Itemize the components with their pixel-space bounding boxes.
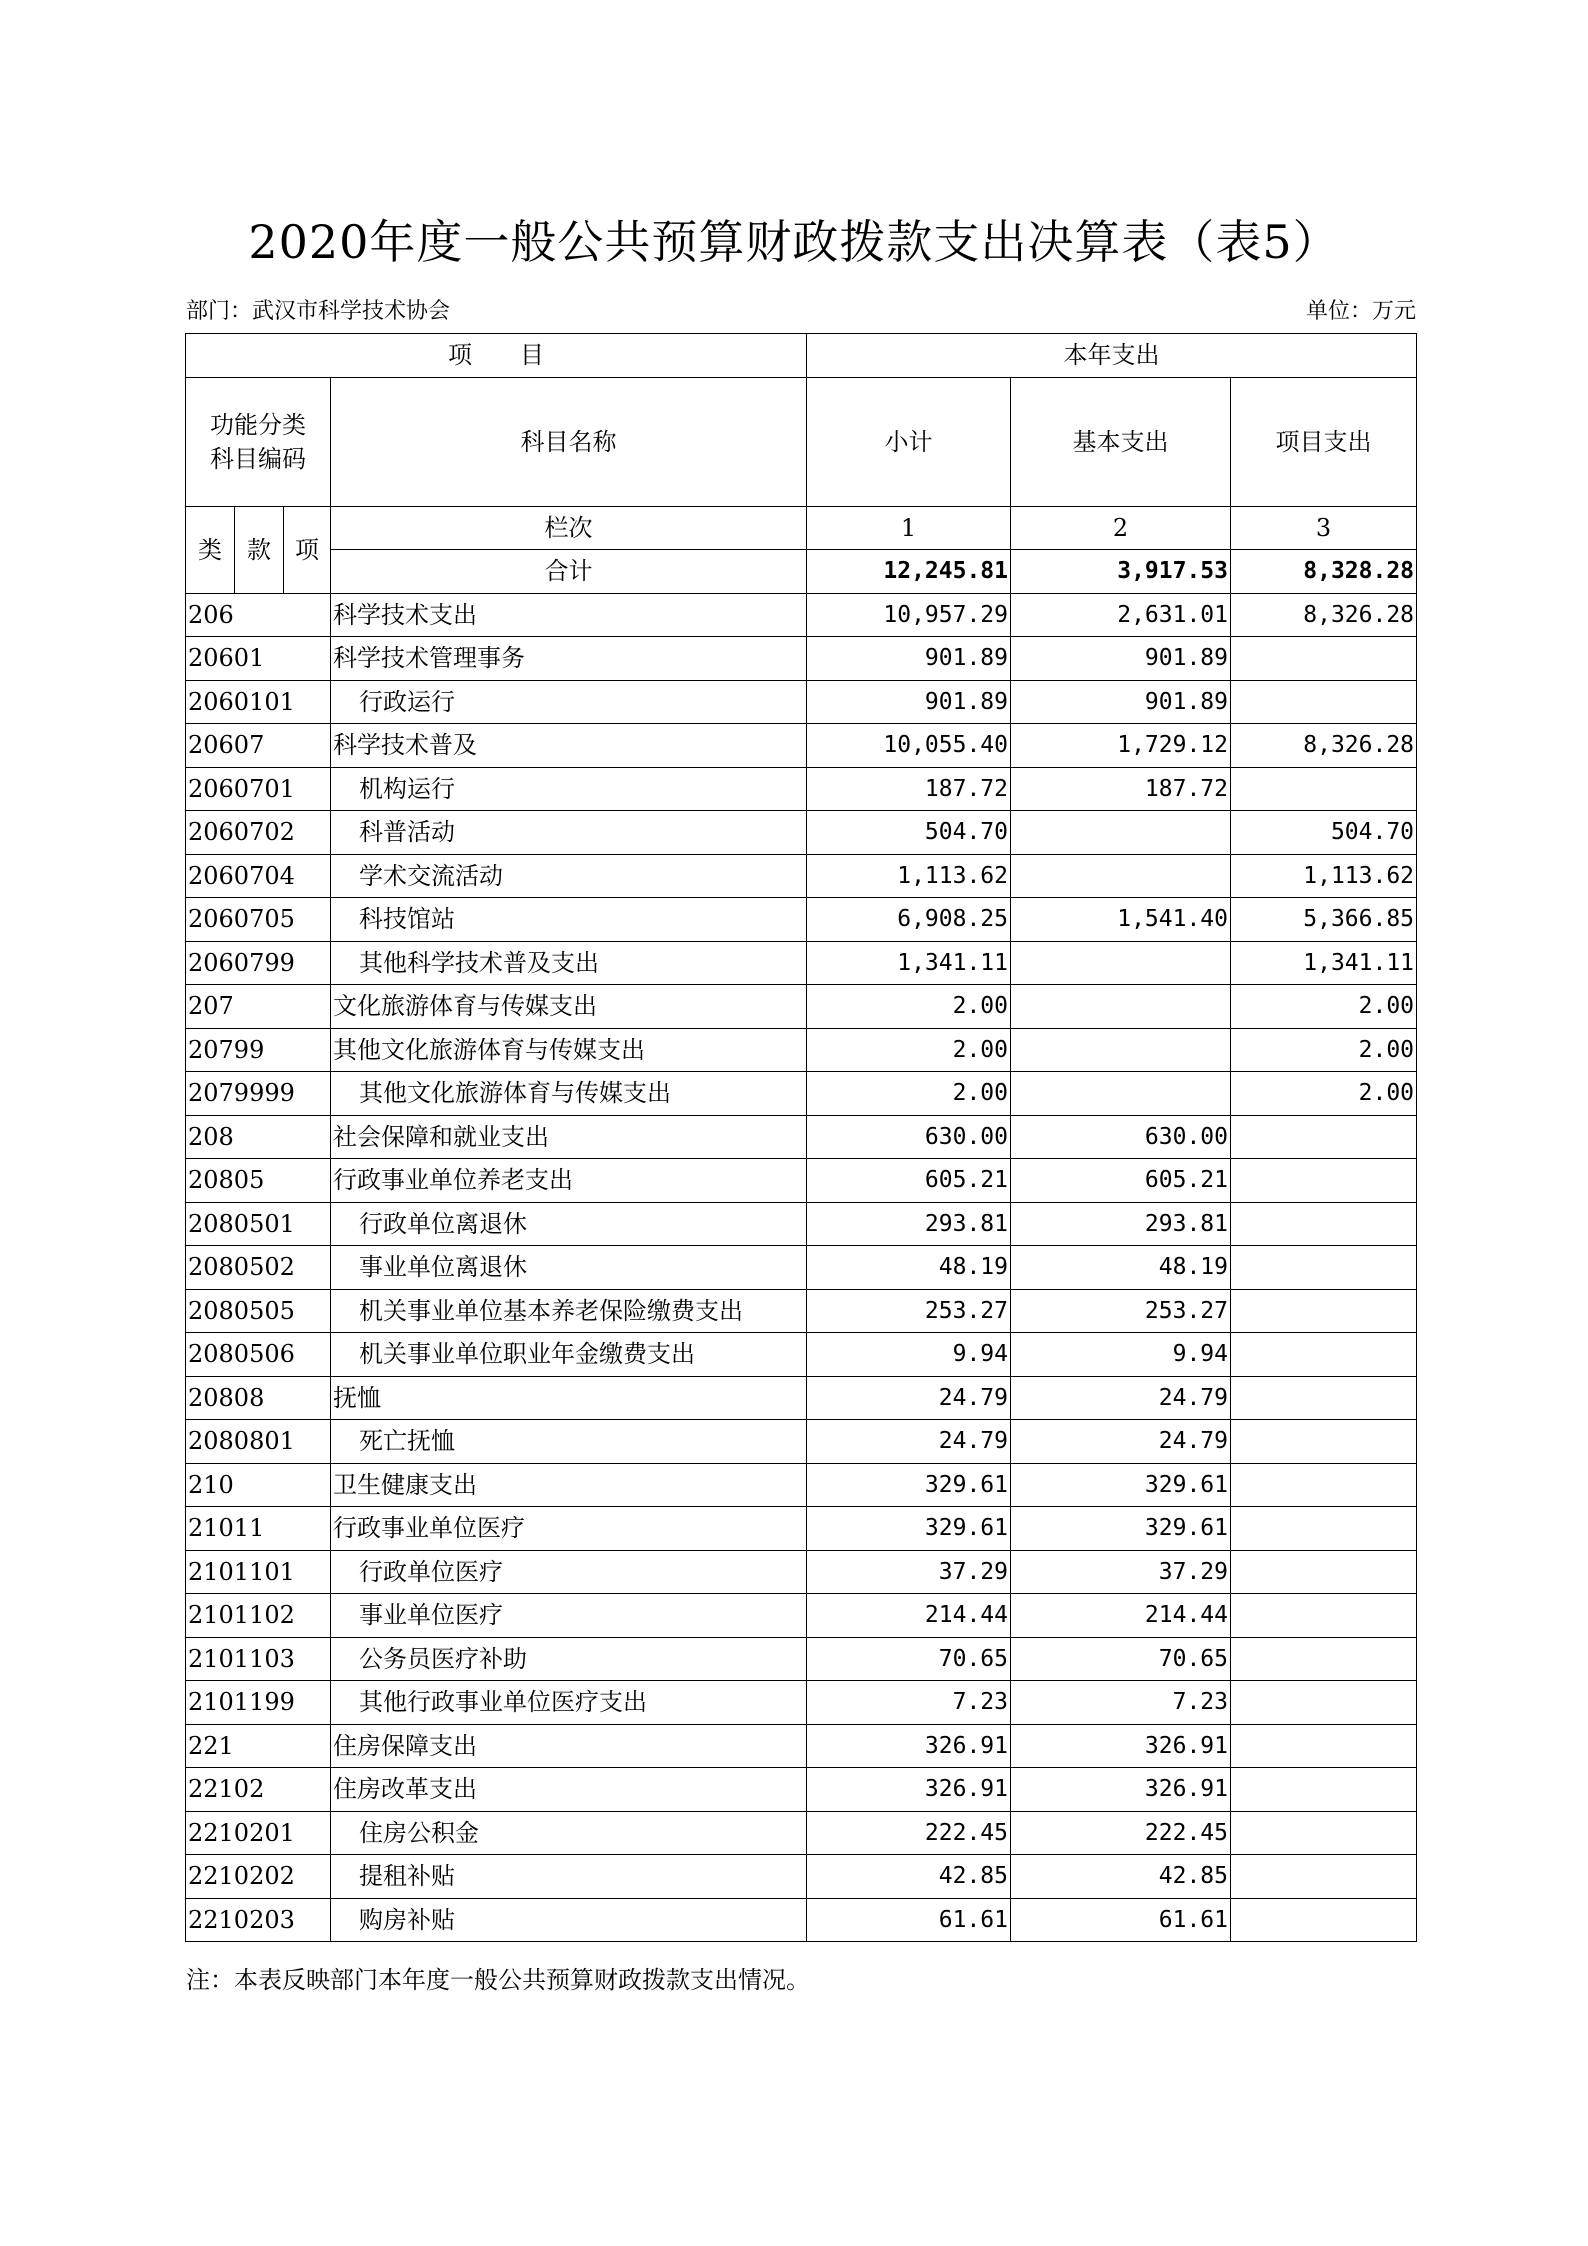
table-row (186, 1159, 1417, 1203)
row-name: 行政单位离退休 (331, 1202, 807, 1246)
row-project (1231, 1333, 1417, 1377)
row-code: 20607 (186, 724, 331, 768)
row-basic: 329.61 (1011, 1463, 1231, 1507)
row-basic: 9.94 (1011, 1333, 1231, 1377)
row-project (1231, 1855, 1417, 1899)
table-row (186, 767, 1417, 811)
row-name: 社会保障和就业支出 (331, 1115, 807, 1159)
row-code: 2060702 (186, 811, 331, 855)
row-basic: 901.89 (1011, 637, 1231, 681)
row-project (1231, 1420, 1417, 1464)
row-basic (1011, 1028, 1231, 1072)
table-row (186, 1507, 1417, 1551)
row-basic: 222.45 (1011, 1811, 1231, 1855)
row-subtotal: 24.79 (807, 1376, 1011, 1420)
row-subtotal: 326.91 (807, 1724, 1011, 1768)
row-subtotal: 901.89 (807, 680, 1011, 724)
row-code: 2080502 (186, 1246, 331, 1290)
row-code: 2079999 (186, 1072, 331, 1116)
row-basic (1011, 985, 1231, 1029)
row-name: 事业单位离退休 (331, 1246, 807, 1290)
table-row (186, 593, 1417, 637)
row-name: 机关事业单位职业年金缴费支出 (331, 1333, 807, 1377)
row-name: 学术交流活动 (331, 854, 807, 898)
row-name: 科学技术普及 (331, 724, 807, 768)
row-project (1231, 1115, 1417, 1159)
row-name: 公务员医疗补助 (331, 1637, 807, 1681)
table-row (186, 1202, 1417, 1246)
row-code: 22102 (186, 1768, 331, 1812)
row-project: 504.70 (1231, 811, 1417, 855)
header-row-2 (186, 377, 1417, 506)
table-row (186, 1724, 1417, 1768)
row-basic: 293.81 (1011, 1202, 1231, 1246)
header-col2: 2 (1011, 506, 1231, 550)
row-name: 抚恤 (331, 1376, 807, 1420)
table-row (186, 1681, 1417, 1725)
row-basic (1011, 811, 1231, 855)
row-subtotal: 37.29 (807, 1550, 1011, 1594)
row-subtotal: 222.45 (807, 1811, 1011, 1855)
header-col3: 3 (1231, 506, 1417, 550)
row-name: 其他文化旅游体育与传媒支出 (331, 1072, 807, 1116)
row-project: 2.00 (1231, 1028, 1417, 1072)
total-label: 合计 (331, 550, 807, 594)
row-code: 2210202 (186, 1855, 331, 1899)
row-subtotal: 48.19 (807, 1246, 1011, 1290)
row-subtotal: 1,341.11 (807, 941, 1011, 985)
row-code: 2080505 (186, 1289, 331, 1333)
row-basic: 326.91 (1011, 1768, 1231, 1812)
table-row (186, 1246, 1417, 1290)
row-code: 2080501 (186, 1202, 331, 1246)
row-basic: 605.21 (1011, 1159, 1231, 1203)
row-basic: 630.00 (1011, 1115, 1231, 1159)
table-row (186, 637, 1417, 681)
header-subtotal: 小计 (807, 377, 1011, 506)
row-subtotal: 293.81 (807, 1202, 1011, 1246)
row-code: 21011 (186, 1507, 331, 1551)
table-row (186, 941, 1417, 985)
header-col1: 1 (807, 506, 1011, 550)
row-project (1231, 1507, 1417, 1551)
row-basic: 901.89 (1011, 680, 1231, 724)
table-row (186, 1072, 1417, 1116)
row-code: 2060701 (186, 767, 331, 811)
row-name: 其他行政事业单位医疗支出 (331, 1681, 807, 1725)
row-subtotal: 1,113.62 (807, 854, 1011, 898)
row-name: 文化旅游体育与传媒支出 (331, 985, 807, 1029)
row-subtotal: 10,055.40 (807, 724, 1011, 768)
table-row (186, 1637, 1417, 1681)
header-func-class-code: 功能分类科目编码 (186, 377, 331, 506)
total-subtotal: 12,245.81 (807, 550, 1011, 594)
table-note: 注：本表反映部门本年度一般公共预算财政拨款支出情况。 (186, 1966, 810, 1994)
row-name: 机构运行 (331, 767, 807, 811)
row-name: 科普活动 (331, 811, 807, 855)
table-row (186, 1855, 1417, 1899)
row-basic (1011, 854, 1231, 898)
page-title: 2020年度一般公共预算财政拨款支出决算表（表5） (248, 215, 1340, 269)
row-project (1231, 1202, 1417, 1246)
total-basic: 3,917.53 (1011, 550, 1231, 594)
row-code: 207 (186, 985, 331, 1029)
row-code: 208 (186, 1115, 331, 1159)
table-row (186, 680, 1417, 724)
row-code: 210 (186, 1463, 331, 1507)
row-basic (1011, 1072, 1231, 1116)
row-basic: 329.61 (1011, 1507, 1231, 1551)
row-code: 2101101 (186, 1550, 331, 1594)
table-row (186, 1289, 1417, 1333)
row-basic (1011, 941, 1231, 985)
row-name: 事业单位医疗 (331, 1594, 807, 1638)
table-row (186, 1115, 1417, 1159)
row-subtotal: 329.61 (807, 1463, 1011, 1507)
row-subtotal: 326.91 (807, 1768, 1011, 1812)
row-name: 行政单位医疗 (331, 1550, 807, 1594)
table-row (186, 985, 1417, 1029)
row-project (1231, 1289, 1417, 1333)
row-subtotal: 504.70 (807, 811, 1011, 855)
row-subtotal: 6,908.25 (807, 898, 1011, 942)
row-project (1231, 637, 1417, 681)
row-basic: 187.72 (1011, 767, 1231, 811)
row-project: 2.00 (1231, 1072, 1417, 1116)
header-kuan: 款 (235, 506, 284, 593)
row-basic: 42.85 (1011, 1855, 1231, 1899)
row-name: 科学技术管理事务 (331, 637, 807, 681)
header-xiang: 项 (284, 506, 331, 593)
row-project (1231, 680, 1417, 724)
row-project: 1,341.11 (1231, 941, 1417, 985)
row-basic: 48.19 (1011, 1246, 1231, 1290)
row-code: 2060705 (186, 898, 331, 942)
row-code: 2060799 (186, 941, 331, 985)
row-name: 住房公积金 (331, 1811, 807, 1855)
row-project (1231, 1681, 1417, 1725)
row-project (1231, 1246, 1417, 1290)
row-subtotal: 7.23 (807, 1681, 1011, 1725)
header-basic: 基本支出 (1011, 377, 1231, 506)
row-subtotal: 605.21 (807, 1159, 1011, 1203)
row-project: 8,326.28 (1231, 593, 1417, 637)
row-basic: 2,631.01 (1011, 593, 1231, 637)
row-name: 其他文化旅游体育与传媒支出 (331, 1028, 807, 1072)
table-row (186, 1550, 1417, 1594)
table-row (186, 1463, 1417, 1507)
total-row (186, 550, 1417, 594)
row-subtotal: 9.94 (807, 1333, 1011, 1377)
row-subtotal: 24.79 (807, 1420, 1011, 1464)
row-project (1231, 1376, 1417, 1420)
budget-table (185, 333, 1417, 1942)
row-name: 其他科学技术普及支出 (331, 941, 807, 985)
row-project (1231, 1550, 1417, 1594)
row-code: 2101102 (186, 1594, 331, 1638)
row-code: 20808 (186, 1376, 331, 1420)
row-subtotal: 10,957.29 (807, 593, 1011, 637)
table-row (186, 1028, 1417, 1072)
unit-label: 单位：万元 (1305, 299, 1416, 324)
row-subtotal: 70.65 (807, 1637, 1011, 1681)
table-row (186, 1594, 1417, 1638)
row-basic: 1,541.40 (1011, 898, 1231, 942)
row-basic: 61.61 (1011, 1898, 1231, 1942)
row-name: 购房补贴 (331, 1898, 807, 1942)
row-code: 206 (186, 593, 331, 637)
row-project (1231, 1637, 1417, 1681)
row-project: 8,326.28 (1231, 724, 1417, 768)
row-name: 死亡抚恤 (331, 1420, 807, 1464)
header-row-1 (186, 334, 1417, 378)
row-project: 5,366.85 (1231, 898, 1417, 942)
row-code: 2101199 (186, 1681, 331, 1725)
row-name: 行政运行 (331, 680, 807, 724)
row-code: 2210201 (186, 1811, 331, 1855)
row-basic: 7.23 (1011, 1681, 1231, 1725)
table-row (186, 811, 1417, 855)
row-code: 20805 (186, 1159, 331, 1203)
row-basic: 24.79 (1011, 1376, 1231, 1420)
table-row (186, 724, 1417, 768)
table-meta (186, 294, 1416, 326)
row-project (1231, 1898, 1417, 1942)
row-project (1231, 1768, 1417, 1812)
row-project (1231, 1594, 1417, 1638)
row-name: 科学技术支出 (331, 593, 807, 637)
row-project (1231, 1463, 1417, 1507)
header-current-year: 本年支出 (807, 334, 1417, 378)
header-subject-name: 科目名称 (331, 377, 807, 506)
row-name: 卫生健康支出 (331, 1463, 807, 1507)
table-row (186, 1898, 1417, 1942)
header-project: 项目支出 (1231, 377, 1417, 506)
row-project: 2.00 (1231, 985, 1417, 1029)
row-basic: 253.27 (1011, 1289, 1231, 1333)
row-code: 20799 (186, 1028, 331, 1072)
row-basic: 1,729.12 (1011, 724, 1231, 768)
row-code: 2210203 (186, 1898, 331, 1942)
row-code: 2060101 (186, 680, 331, 724)
row-basic: 37.29 (1011, 1550, 1231, 1594)
row-basic: 70.65 (1011, 1637, 1231, 1681)
header-row-3 (186, 506, 1417, 550)
row-code: 2080801 (186, 1420, 331, 1464)
row-subtotal: 61.61 (807, 1898, 1011, 1942)
row-subtotal: 42.85 (807, 1855, 1011, 1899)
row-subtotal: 630.00 (807, 1115, 1011, 1159)
row-project (1231, 1811, 1417, 1855)
header-lei: 类 (186, 506, 235, 593)
row-name: 住房改革支出 (331, 1768, 807, 1812)
row-basic: 214.44 (1011, 1594, 1231, 1638)
header-column-label: 栏次 (331, 506, 807, 550)
row-subtotal: 2.00 (807, 985, 1011, 1029)
total-project: 8,328.28 (1231, 550, 1417, 594)
row-name: 行政事业单位养老支出 (331, 1159, 807, 1203)
row-name: 机关事业单位基本养老保险缴费支出 (331, 1289, 807, 1333)
row-basic: 24.79 (1011, 1420, 1231, 1464)
table-row (186, 1420, 1417, 1464)
row-project (1231, 767, 1417, 811)
row-code: 2101103 (186, 1637, 331, 1681)
table-row (186, 854, 1417, 898)
row-name: 提租补贴 (331, 1855, 807, 1899)
row-code: 221 (186, 1724, 331, 1768)
row-basic: 326.91 (1011, 1724, 1231, 1768)
row-code: 2080506 (186, 1333, 331, 1377)
table-row (186, 1811, 1417, 1855)
row-name: 科技馆站 (331, 898, 807, 942)
row-subtotal: 2.00 (807, 1072, 1011, 1116)
row-subtotal: 214.44 (807, 1594, 1011, 1638)
row-code: 2060704 (186, 854, 331, 898)
table-row (186, 1376, 1417, 1420)
table-row (186, 898, 1417, 942)
row-name: 住房保障支出 (331, 1724, 807, 1768)
header-item: 项 目 (186, 334, 807, 378)
row-code: 20601 (186, 637, 331, 681)
row-subtotal: 253.27 (807, 1289, 1011, 1333)
row-project (1231, 1724, 1417, 1768)
table-row (186, 1333, 1417, 1377)
row-project (1231, 1159, 1417, 1203)
row-project: 1,113.62 (1231, 854, 1417, 898)
department-label: 部门：武汉市科学技术协会 (186, 299, 451, 324)
row-subtotal: 329.61 (807, 1507, 1011, 1551)
row-subtotal: 2.00 (807, 1028, 1011, 1072)
table-row (186, 1768, 1417, 1812)
row-subtotal: 901.89 (807, 637, 1011, 681)
row-subtotal: 187.72 (807, 767, 1011, 811)
row-name: 行政事业单位医疗 (331, 1507, 807, 1551)
